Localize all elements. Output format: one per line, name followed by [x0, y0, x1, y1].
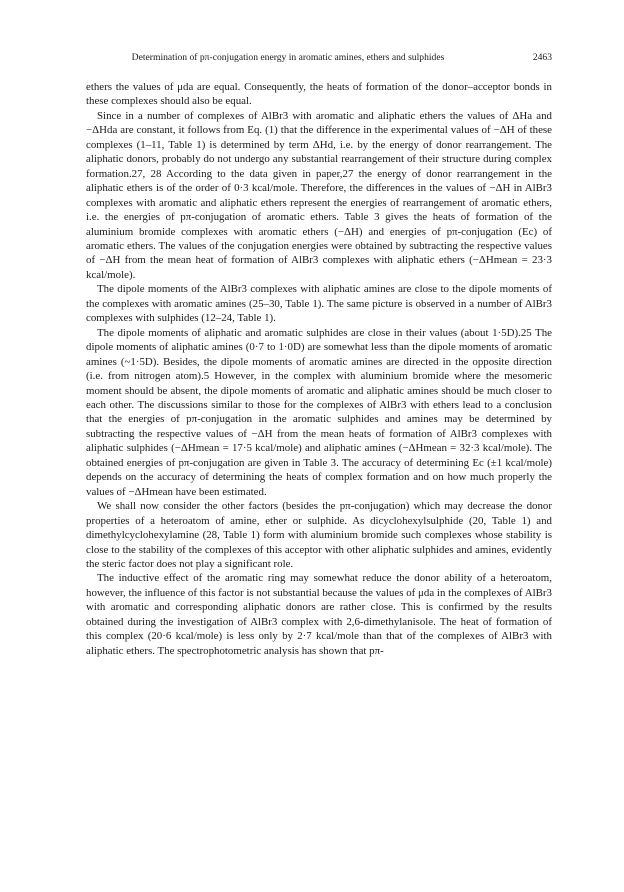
paragraph-amines-sulphides: The dipole moments of aliphatic and aromatic sulphides are close in their values (about 1·5D).25 The dipole moments of aliphatic amines (0·7 to 1·0D) are somewhat less than the dipole moments of aromatic amines (~1·5D). Besides, the dipole moments of aromatic amines are directed in the opposite direction (i.e. from nitrogen atom).5 However, in the complex with aluminium bromide where the mesomeric moment should be absent, the dipole moments of aromatic and aliphatic amines should be much closer to each other. The discussions similar to those for the complexes of AlBr3 with ethers lead to a conclusion that the energies of pπ-conjugation in the aromatic sulphides and amines may be determined by subtracting the respective values of −ΔH from the mean heats of formation of AlBr3 complexes with aliphatic sulphides (−ΔHmean = 17·5 kcal/mole) and aliphatic amines (−ΔHmean = 32·3 kcal/mole). The obtained energies of pπ-conjugation are given in Table 3. The accuracy of determining Ec (±1 kcal/mole) depends on the accuracy of determining the heats of complex formation and on how much properly the values of −ΔHmean have been estimated. [86, 326, 552, 498]
article-body [86, 80, 552, 658]
running-title: Determination of pπ-conjugation energy in aromatic amines, ethers and sulphides [131, 52, 445, 63]
paragraph-ethers-conjugation: Since in a number of complexes of AlBr3 with aromatic and aliphatic ethers the values of ΔHa and −ΔHda are constant, it follows from Eq. (1) that the difference in the experimental values of −ΔH of these complexes (1–11, Table 1) is determined by term ΔHd, i.e. by the energy of donor rearrangement. The aliphatic donors, probably do not undergo any substantial rearrangement of their structure during complex formation.27, 28 According to the data given in paper,27 the energy of donor rearrangement in the aliphatic ethers is of the order of 0·3 kcal/mole. Therefore, the differences in the values of −ΔH in AlBr3 complexes with aromatic and aliphatic ethers represent the energies of rearrangement of aromatic ethers, i.e. the energies of pπ-conjugation of aromatic ethers. Table 3 gives the heats of formation of the aluminium bromide complexes with aromatic ethers (−ΔH) and energies of pπ-conjugation (Ec) of aromatic ethers. The values of the conjugation energies were obtained by subtracting the respective values of −ΔH from the mean heat of formation of AlBr3 complexes with aliphatic ethers (−ΔHmean = 23·3 kcal/mole). [86, 109, 552, 281]
paragraph-continued: ethers the values of μda are equal. Consequently, the heats of formation of the donor–acceptor bonds in these complexes should also be equal. [86, 81, 552, 108]
paragraph-inductive-effect: The inductive effect of the aromatic ring may somewhat reduce the donor ability of a heteroatom, however, the influence of this factor is not substantial because the values of μda in the complexes of AlBr3 with aromatic and corresponding aliphatic donors are rather close. This is confirmed by the results obtained during the investigation of AlBr3 complex with 2,6-dimethylanisole. The heat of formation of this complex (20·6 kcal/mole) is less only by 2·7 kcal/mole than that of the complexes of AlBr3 with aliphatic ethers. The spectrophotometric analysis has shown that pπ- [86, 572, 552, 657]
paragraph-steric-factor: We shall now consider the other factors (besides the pπ-conjugation) which may decrease the donor properties of a heteroatom of amine, ether or sulphide. As dicyclohexylsulphide (20, Table 1) and dimethylcyclohexylamine (28, Table 1) form with aluminium bromide such complexes whose stability is close to the stability of the complexes of this acceptor with other aliphatic sulphides and amines, evidently the steric factor does not play a significant role. [86, 500, 552, 570]
page-number: 2463 [532, 52, 552, 63]
paragraph-dipole-moments-complexes: The dipole moments of the AlBr3 complexes with aliphatic amines are close to the dipole moments of the complexes with aromatic amines (25–30, Table 1). The same picture is observed in a number of AlBr3 complexes with sulphides (12–24, Table 1). [86, 283, 552, 325]
